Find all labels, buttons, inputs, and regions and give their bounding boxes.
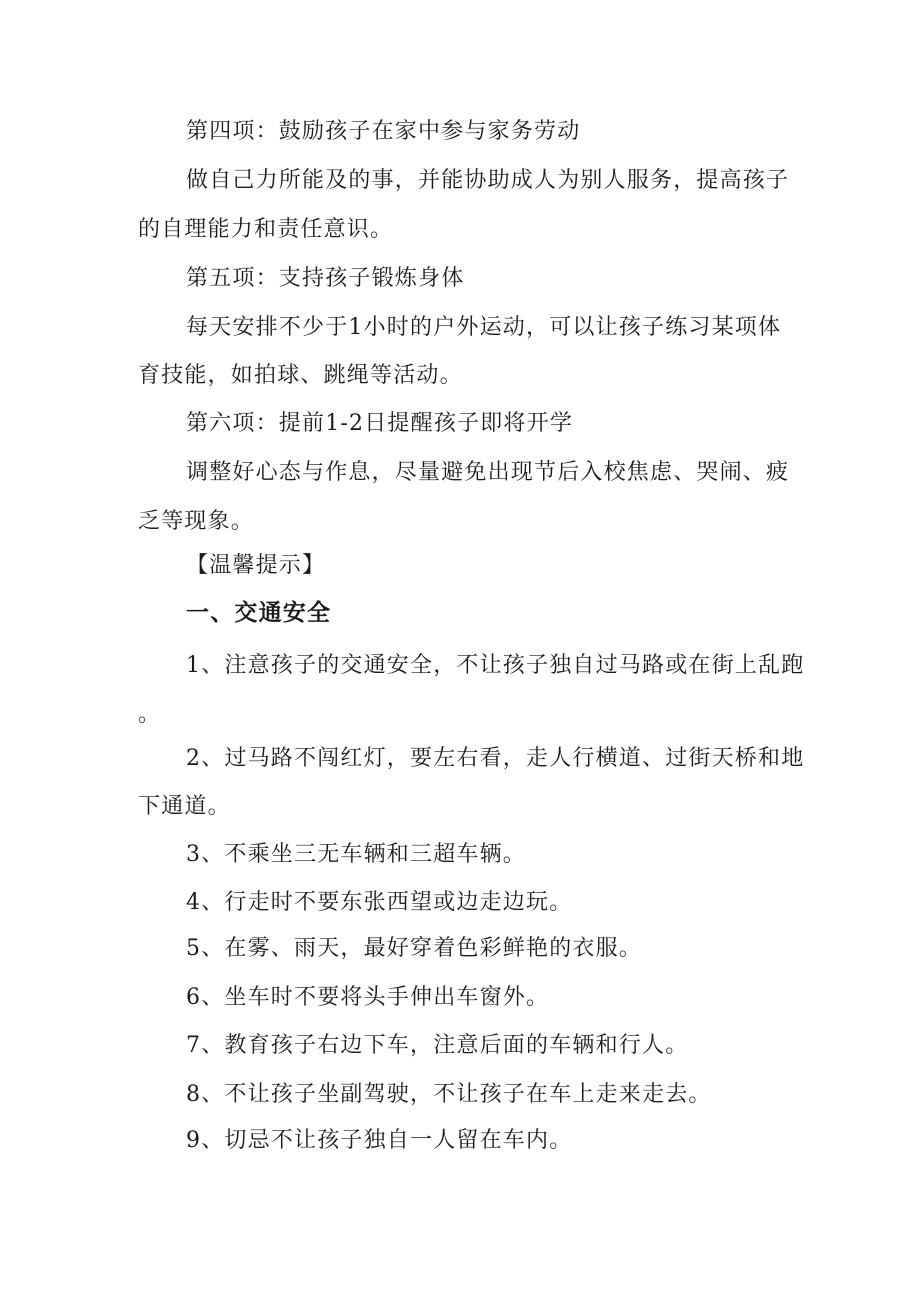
traffic-item-5: 5、在雾、雨天，最好穿着色彩鲜艳的衣服。 (186, 936, 642, 961)
item-5-body-line-2: 育技能，如拍球、跳绳等活动。 (138, 363, 463, 388)
traffic-item-4: 4、行走时不要东张西望或边走边玩。 (186, 890, 573, 915)
tips-heading: 【温馨提示】 (186, 553, 326, 578)
item-4-title: 第四项：鼓励孩子在家中参与家务劳动 (186, 119, 581, 144)
traffic-item-8: 8、不让孩子坐副驾驶，不让孩子在车上走来走去。 (186, 1082, 712, 1107)
traffic-item-6: 6、坐车时不要将头手伸出车窗外。 (186, 985, 550, 1010)
traffic-item-1-line-1: 1、注意孩子的交通安全，不让孩子独自过马路或在街上乱跑 (186, 653, 805, 678)
traffic-item-9: 9、切忌不让孩子独自一人留在车内。 (186, 1128, 573, 1153)
item-6-title: 第六项：提前1-2日提醒孩子即将开学 (186, 411, 574, 436)
item-4-body-line-1: 做自己力所能及的事，并能协助成人为别人服务，提高孩子 (186, 168, 790, 193)
traffic-item-1-line-2: 。 (138, 702, 162, 727)
item-6-body-line-2: 乏等现象。 (138, 509, 255, 534)
item-4-body-line-2: 的自理能力和责任意识。 (138, 217, 394, 242)
section-traffic-safety-heading: 一、交通安全 (186, 600, 332, 626)
traffic-item-3: 3、不乘坐三无车辆和三超车辆。 (186, 842, 526, 867)
item-5-title: 第五项：支持孩子锻炼身体 (186, 266, 465, 291)
traffic-item-7: 7、教育孩子右边下车，注意后面的车辆和行人。 (186, 1033, 689, 1058)
item-5-body-line-1: 每天安排不少于1小时的户外运动，可以让孩子练习某项体 (186, 315, 782, 340)
traffic-item-2-line-2: 下通道。 (138, 794, 231, 819)
traffic-item-2-line-1: 2、过马路不闯红灯，要左右看，走人行横道、过街天桥和地 (186, 746, 805, 771)
item-6-body-line-1: 调整好心态与作息，尽量避免出现节后入校焦虑、哭闹、疲 (186, 460, 790, 485)
